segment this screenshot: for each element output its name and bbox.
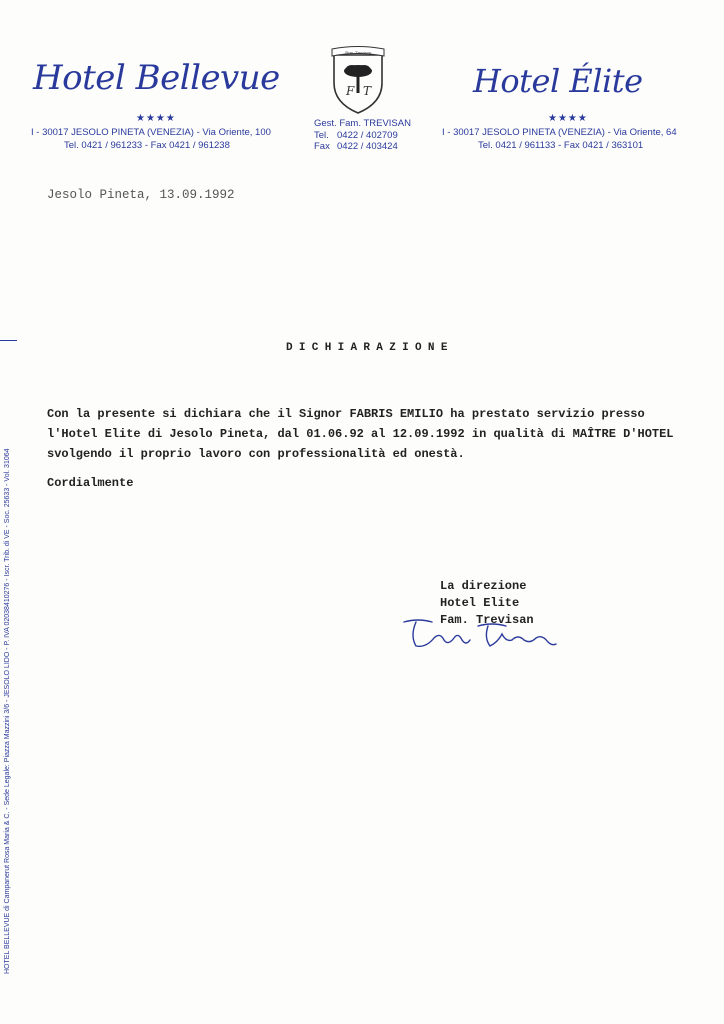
family-crest-icon [330,45,386,115]
center-contacts [314,118,411,153]
letter-date: Jesolo Pineta, 13.09.1992 [47,188,235,202]
crest-ribbon-text: Fam. Trevisan [345,51,371,55]
bellevue-address-line: I - 30017 JESOLO PINETA (VENEZIA) - Via Oriente, 100 [31,127,271,138]
center-tel [314,130,411,142]
elite-address-line: I - 30017 JESOLO PINETA (VENEZIA) - Via Oriente, 64 [442,127,677,138]
signature-line: La direzione [440,579,527,593]
elite-address [442,127,677,152]
fold-mark [0,340,17,341]
elite-contacts: Tel. 0421 / 961133 - Fax 0421 / 363101 [478,139,644,151]
hotel-elite-logo: Hotel Élite [473,62,643,100]
elite-stars: ★★★★ [548,113,588,124]
body-line: Con la presente si dichiara che il Signor FABRIS EMILIO ha prestato servizio presso [47,407,645,421]
handwritten-signature-icon [396,618,566,658]
signature-line: Hotel Elite [440,596,520,610]
signature-line: Fam. Trevisan [440,613,534,627]
hotel-bellevue-logo: Hotel Bellevue [33,58,280,98]
crest-initial-left: F [346,84,355,98]
bellevue-stars: ★★★★ [136,113,176,124]
side-legal-text: HOTEL BELLEVUE di Campanerut Rosa Maria & C. - Sede Legale: Piazza Mazzini 3/6 - JESOLO LIDO - P. IVA 02038410276 - Iscr. Trib. di VE - Soc. 25633 - Vol. 31064 [4,448,11,974]
letter-title: DICHIARAZIONE [286,342,454,354]
body-line: l'Hotel Elite di Jesolo Pineta, dal 01.06.92 al 12.09.1992 in qualità di MAÎTRE D'HOTEL [47,427,674,441]
body-line: svolgendo il proprio lavoro con professionalità ed onestà. [47,447,465,461]
center-fax-label: Fax [314,141,330,152]
crest-initial-right: T [363,84,372,98]
center-tel-number: 0422 / 402709 [337,129,398,141]
manager-name: Gest. Fam. TREVISAN [314,118,411,129]
letter-closing: Cordialmente [47,476,134,490]
bellevue-address [31,127,271,152]
center-fax [314,141,411,153]
center-tel-label: Tel. [314,129,329,141]
center-fax-number: 0422 / 403424 [337,141,398,152]
bellevue-contacts: Tel. 0421 / 961233 - Fax 0421 / 961238 [64,139,230,151]
letter-body [47,404,674,464]
